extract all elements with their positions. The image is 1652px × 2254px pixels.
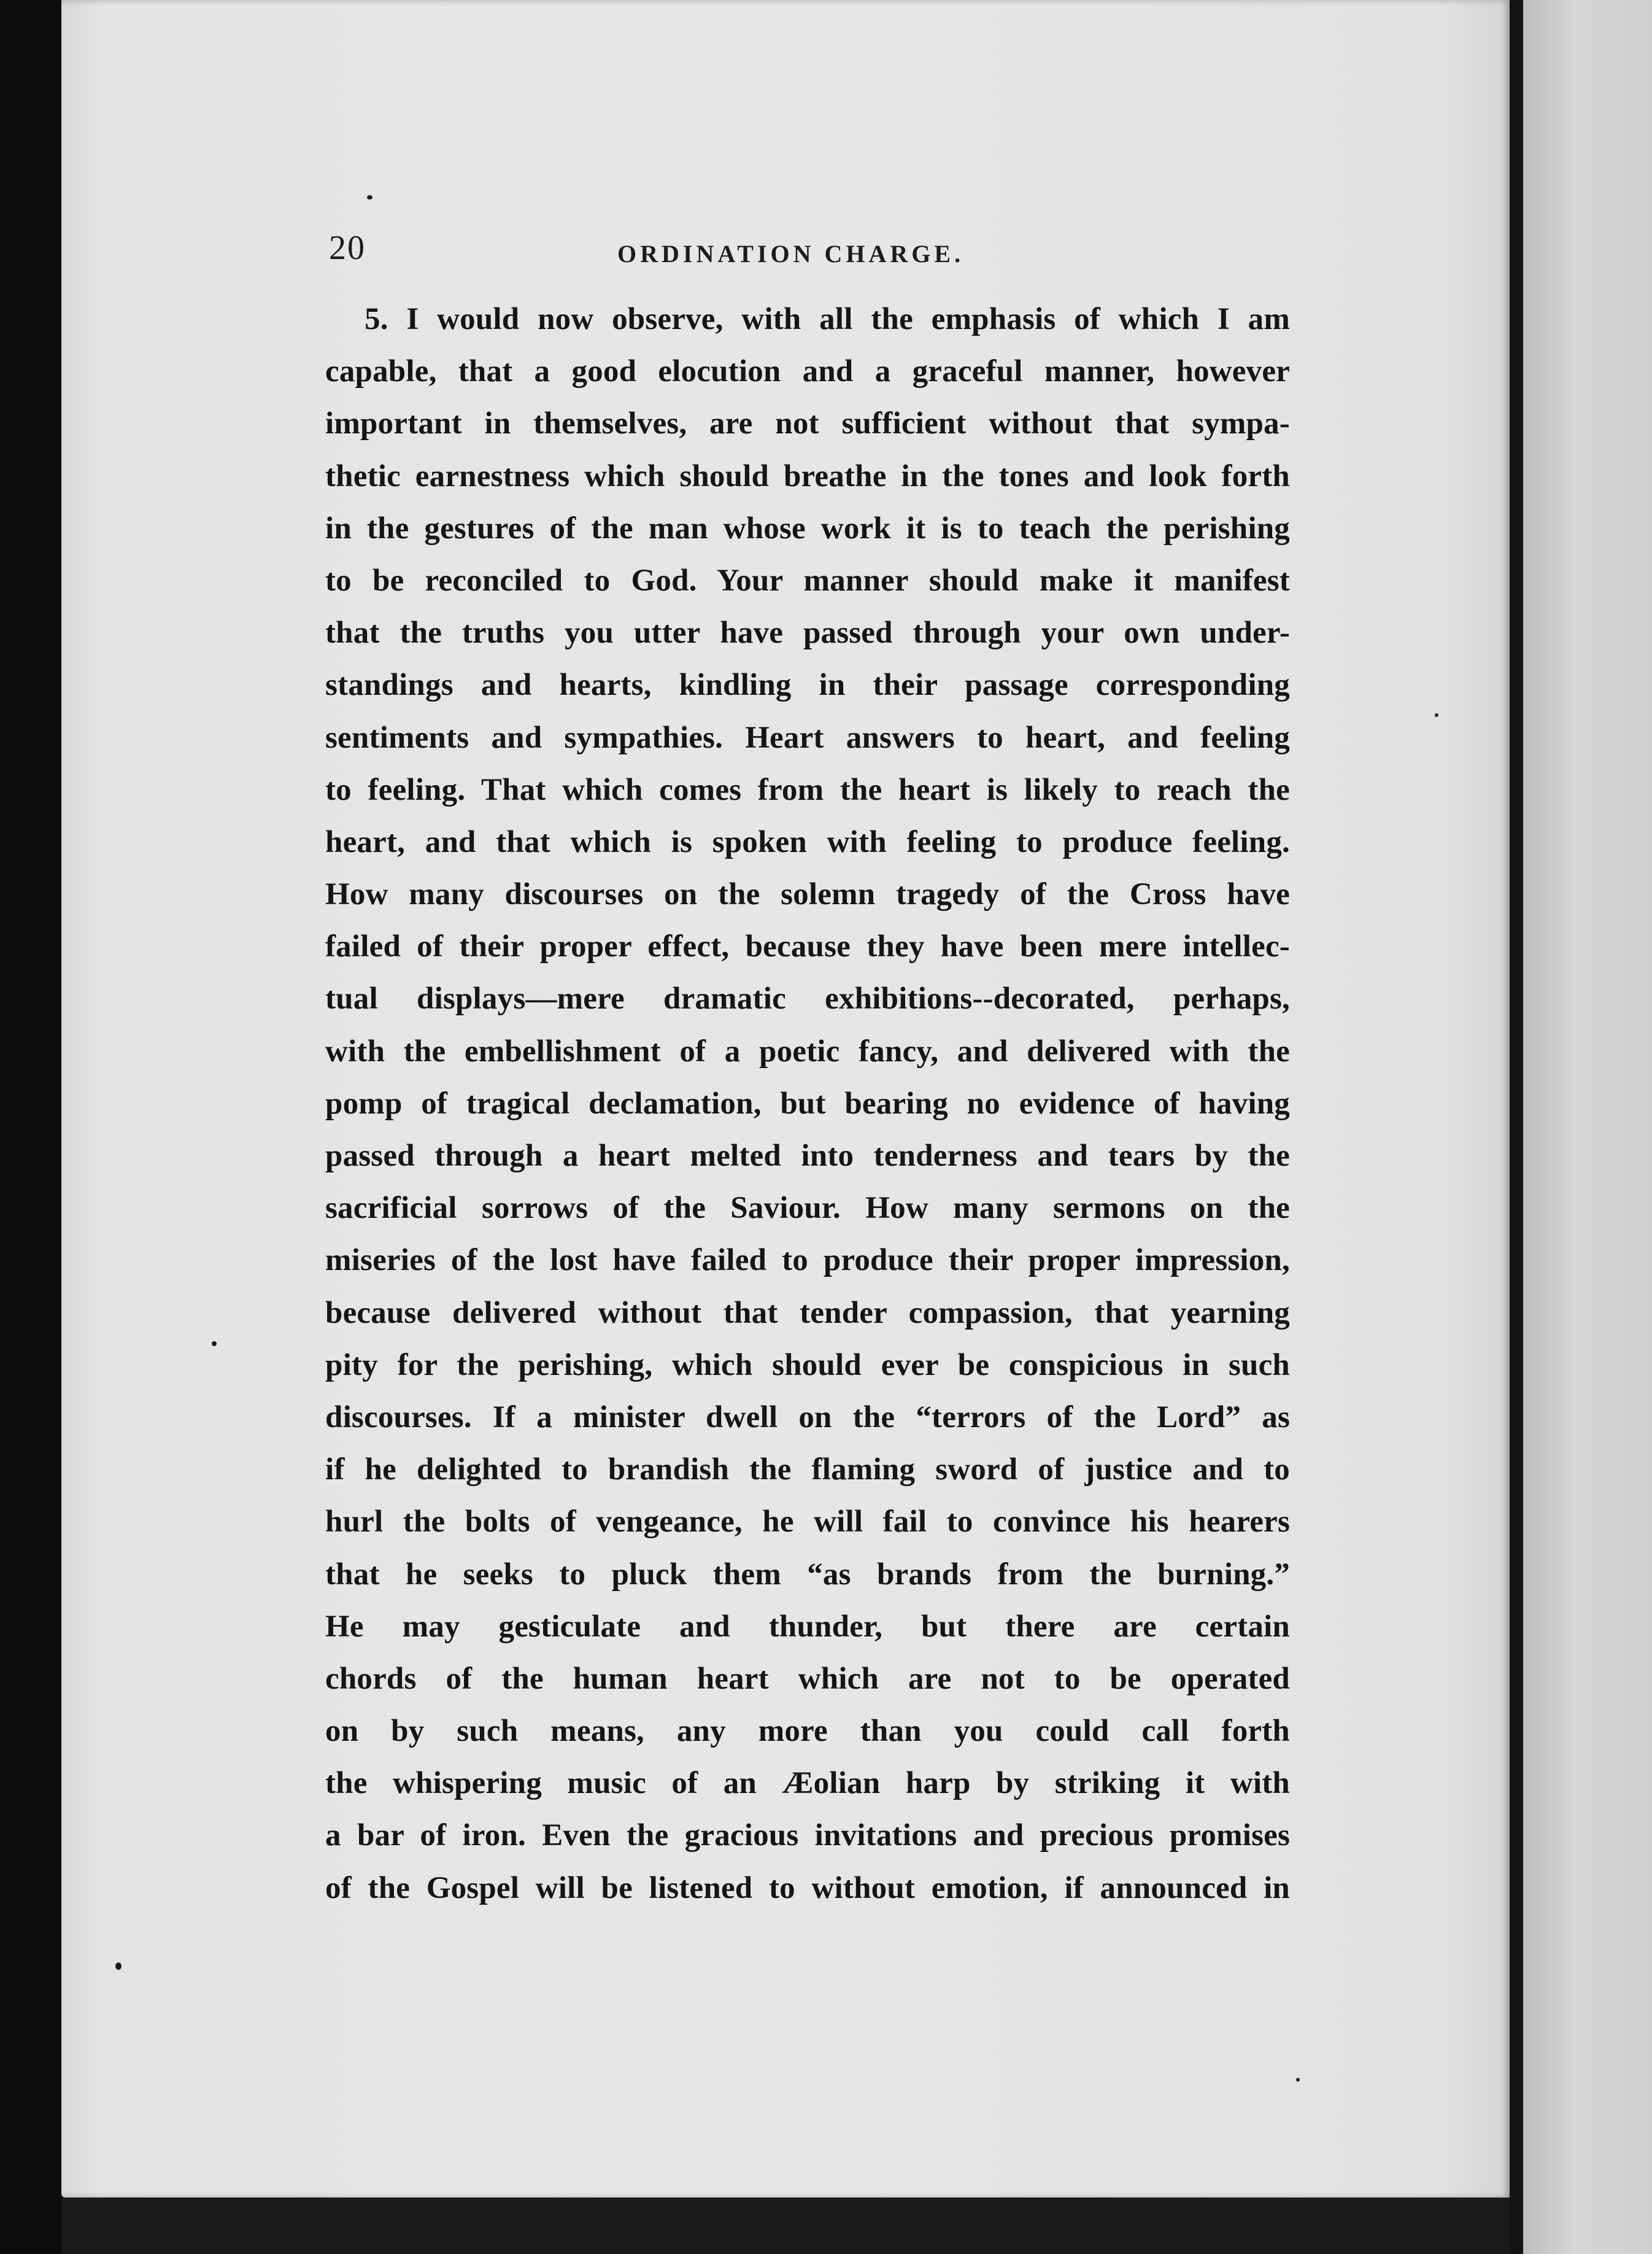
text-line: capable, that a good elocution and a graceful manner, however [325,354,1290,389]
text-line: sentiments and sympathies. Heart answers to heart, and feeling [325,720,1290,755]
running-head: ORDINATION CHARGE. [617,240,965,268]
text-line: How many discourses on the solemn tragedy of the Cross have [325,877,1290,912]
text-line: pity for the perishing, which should ever be conspicious in such [325,1347,1290,1382]
text-line: discourses. If a minister dwell on the “terrors of the Lord” as [325,1400,1290,1435]
text-line: a bar of iron. Even the gracious invitations and precious promises [325,1818,1290,1853]
text-line: that the truths you utter have passed through your own under- [325,616,1290,651]
scan-speck [367,195,372,199]
text-line: sacrificial sorrows of the Saviour. How many sermons on the [325,1191,1290,1226]
text-line: pomp of tragical declamation, but bearing no evidence of having [325,1086,1290,1121]
body-paragraph [325,293,1290,1915]
text-line: if he delighted to brandish the flaming sword of justice and to [325,1452,1290,1487]
scan-speck [212,1341,217,1346]
text-line: 5. I would now observe, with all the emphasis of which I am [365,302,1290,336]
text-line: in the gestures of the man whose work it is to teach the perishing [325,511,1290,546]
text-line: chords of the human heart which are not to be operated [325,1661,1290,1696]
scan-bottom-edge [61,2198,1510,2254]
text-line: passed through a heart melted into tenderness and tears by the [325,1139,1290,1173]
text-line: of the Gospel will be listened to without emotion, if announced in [325,1870,1290,1905]
facing-page-edge [1523,0,1652,2254]
text-line: important in themselves, are not sufficient without that sympa- [325,406,1290,441]
text-line: standings and hearts, kindling in their passage corresponding [325,668,1290,703]
page-gutter [1510,0,1523,2254]
scan-speck [1435,713,1438,717]
text-line: that he seeks to pluck them “as brands from the burning.” [325,1557,1290,1592]
text-line: on by such means, any more than you could call forth [325,1714,1290,1749]
page-number: 20 [329,229,366,267]
text-line: He may gesticulate and thunder, but there are certain [325,1609,1290,1644]
text-line: because delivered without that tender compassion, that yearning [325,1295,1290,1330]
page-header [329,228,1286,277]
text-line: hurl the bolts of vengeance, he will fail to convince his hearers [325,1505,1290,1539]
text-line: to feeling. That which comes from the heart is likely to reach the [325,772,1290,807]
text-line: tual displays—mere dramatic exhibitions--decorated, perhaps, [325,982,1290,1017]
text-line: the whispering music of an Æolian harp by striking it with [325,1766,1290,1801]
text-line: with the embellishment of a poetic fancy, and delivered with the [325,1034,1290,1069]
text-line: heart, and that which is spoken with feeling to produce feeling. [325,824,1290,859]
text-line: miseries of the lost have failed to produce their proper impression, [325,1243,1290,1278]
text-line: failed of their proper effect, because they have been mere intellec- [325,929,1290,964]
scan-speck [115,1962,122,1970]
text-line: to be reconciled to God. Your manner should make it manifest [325,563,1290,598]
scan-speck [1296,2078,1300,2082]
text-line: thetic earnestness which should breathe in the tones and look forth [325,459,1290,494]
